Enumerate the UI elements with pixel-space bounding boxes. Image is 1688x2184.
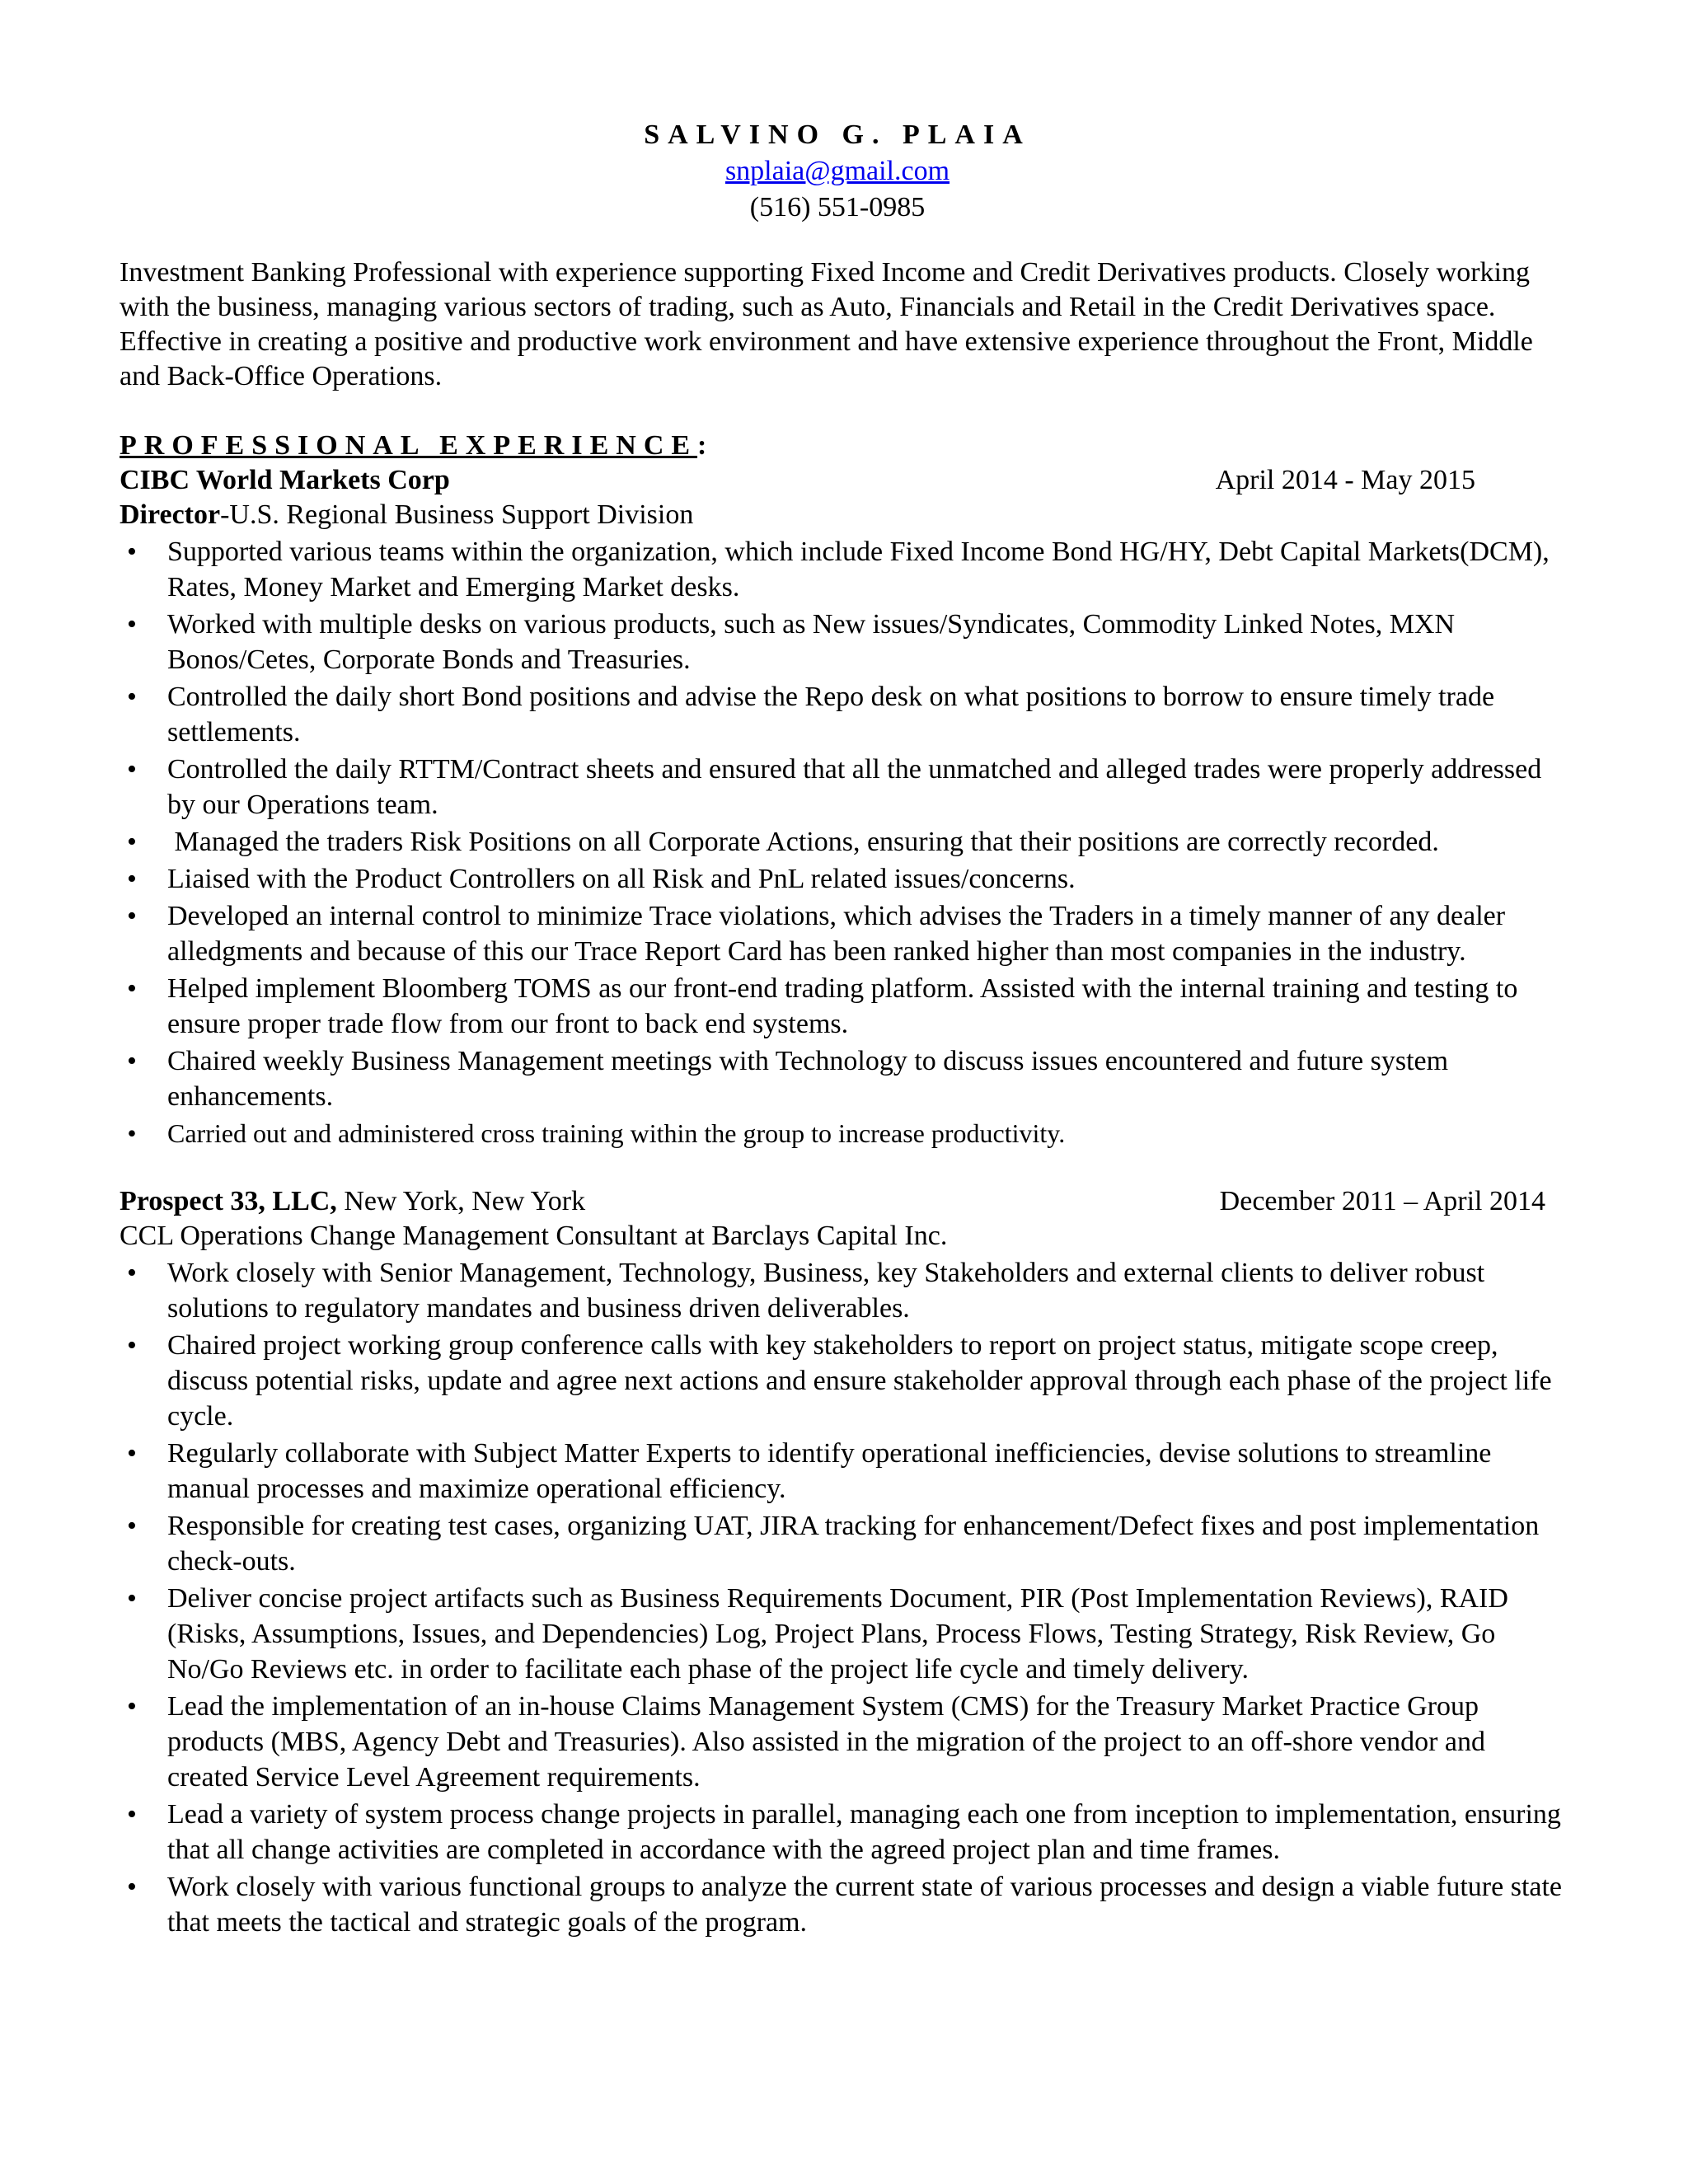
bullet-text: Chaired weekly Business Management meetings with Technology to discuss issues encountered and future system enhancements.	[167, 1046, 1449, 1112]
bullet-text: Supported various teams within the organization, which include Fixed Income Bond HG/HY, Debt Capital Markets(DCM), Rates, Money Market and Emerging Market desks.	[167, 537, 1550, 602]
list-item	[120, 679, 1570, 750]
bullet-icon: •	[127, 1046, 137, 1076]
bullet-icon: •	[127, 1118, 137, 1148]
resume-header	[120, 117, 1555, 226]
list-item	[120, 607, 1570, 677]
list-item	[120, 898, 1570, 969]
bullet-text: Worked with multiple desks on various products, such as New issues/Syndicates, Commodity Linked Notes, MXN Bonos/Cetes, Corporate Bonds and Treasuries.	[167, 609, 1456, 675]
list-item	[120, 534, 1570, 605]
candidate-name: SALVINO G. PLAIA	[644, 120, 1031, 150]
job-role-title: Director	[120, 499, 221, 530]
bullet-icon: •	[127, 901, 137, 931]
bullet-text: Work closely with various functional groups to analyze the current state of various processes and design a viable future state that meets the tactical and strategic goals of the program.	[167, 1872, 1563, 1938]
section-title-text: PROFESSIONAL EXPERIENCE	[120, 430, 698, 461]
bullet-icon: •	[127, 1511, 137, 1541]
section-title-colon: :	[697, 430, 715, 461]
list-item	[120, 1043, 1570, 1114]
bullet-text: Developed an internal control to minimize Trace violations, which advises the Traders in a timely manner of any dealer alledgments and because of this our Trace Report Card has been ranked higher than most companies in the industry.	[167, 901, 1506, 967]
job-company-line	[120, 463, 450, 498]
bullet-icon: •	[127, 827, 137, 857]
job-dates: April 2014 - May 2015	[1215, 465, 1475, 495]
job-role	[120, 1219, 1570, 1254]
list-item	[120, 1328, 1570, 1434]
list-item	[120, 1869, 1570, 1940]
professional-summary: Investment Banking Professional with experience supporting Fixed Income and Credit Derivatives products. Closely working with the business, managing various sectors of trading, such as Auto, Financials and Retail in the Credit Derivatives space. Effective in creating a positive and productive work environment and have extensive experience throughout the Front, Middle and Back-Office Operations.	[120, 257, 1533, 391]
job-company: Prospect 33, LLC,	[120, 1186, 337, 1216]
job-company-line	[120, 1184, 585, 1219]
list-item	[120, 824, 1570, 860]
job-role-division: CCL Operations Change Management Consultant at Barclays Capital Inc.	[120, 1221, 948, 1251]
bullet-text: Deliver concise project artifacts such as Business Requirements Document, PIR (Post Implementation Reviews), RAID (Risks, Assumptions, Issues, and Dependencies) Log, Project Plans, Process Flows, Testing Strategy, Risk Review, Go No/Go Reviews etc. in order to facilitate each phase of the project life cycle and timely delivery.	[167, 1583, 1508, 1685]
list-item	[120, 1116, 1570, 1151]
bullet-icon: •	[127, 1799, 137, 1830]
bullet-text: Controlled the daily RTTM/Contract sheets and ensured that all the unmatched and alleged trades were properly addressed by our Operations team.	[167, 754, 1542, 820]
bullet-text: Liaised with the Product Controllers on all Risk and PnL related issues/concerns.	[167, 864, 1076, 894]
job-header	[120, 1184, 1545, 1219]
bullet-icon: •	[127, 682, 137, 712]
bullet-icon: •	[127, 537, 137, 567]
bullet-icon: •	[127, 1438, 137, 1469]
resume-content	[120, 117, 1570, 1940]
bullet-icon: •	[127, 1691, 137, 1722]
section-title-experience	[120, 429, 1570, 463]
list-item	[120, 971, 1570, 1042]
job-role	[120, 498, 1570, 532]
bullet-text: Carried out and administered cross training within the group to increase productivity.	[167, 1118, 1066, 1148]
job-bullet-list	[120, 534, 1570, 1151]
bullet-icon: •	[127, 609, 137, 640]
email-link[interactable]: snplaia@gmail.com	[724, 156, 950, 186]
bullet-text: Regularly collaborate with Subject Matter Experts to identify operational inefficiencies, devise solutions to streamline manual processes and maximize operational efficiency.	[167, 1438, 1492, 1504]
job-bullet-list	[120, 1255, 1570, 1940]
job-company: CIBC World Markets Corp	[120, 465, 450, 495]
list-item	[120, 1255, 1570, 1326]
job-role-division: -U.S. Regional Business Support Division	[220, 499, 694, 530]
bullet-text: Lead a variety of system process change projects in parallel, managing each one from inception to implementation, ensuring that all change activities are completed in accordance with the agreed project plan and time frames.	[167, 1799, 1561, 1865]
list-item	[120, 752, 1570, 823]
bullet-icon: •	[127, 1872, 137, 1902]
bullet-text: Lead the implementation of an in-house Claims Management System (CMS) for the Treasury Market Practice Group products (MBS, Agency Debt and Treasuries). Also assisted in the migration of the project to an off-shore vendor and created Service Level Agreement requirements.	[167, 1691, 1485, 1793]
job-location: New York, New York	[336, 1186, 586, 1216]
bullet-icon: •	[127, 973, 137, 1004]
job-entry-prospect33	[120, 1184, 1570, 1940]
bullet-text: Managed the traders Risk Positions on all Corporate Actions, ensuring that their positions are correctly recorded.	[167, 827, 1439, 857]
bullet-text: Work closely with Senior Management, Technology, Business, key Stakeholders and external clients to deliver robust solutions to regulatory mandates and business driven deliverables.	[167, 1258, 1485, 1324]
job-header	[120, 463, 1475, 498]
bullet-icon: •	[127, 1330, 137, 1361]
bullet-text: Responsible for creating test cases, organizing UAT, JIRA tracking for enhancement/Defect fixes and post implementation check-outs.	[167, 1511, 1540, 1577]
job-entry-cibc	[120, 463, 1570, 1151]
job-dates: December 2011 – April 2014	[1219, 1186, 1545, 1216]
list-item	[120, 1689, 1570, 1795]
bullet-icon: •	[127, 864, 137, 894]
list-item	[120, 1581, 1570, 1687]
bullet-icon: •	[127, 1583, 137, 1614]
bullet-text: Chaired project working group conference calls with key stakeholders to report on project status, mitigate scope creep, discuss potential risks, update and agree next actions and ensure stakeholder approval through each phase of the project life cycle.	[167, 1330, 1552, 1432]
bullet-icon: •	[127, 754, 137, 785]
list-item	[120, 1797, 1570, 1868]
bullet-icon: •	[127, 1258, 137, 1288]
list-item	[120, 861, 1570, 897]
list-item	[120, 1508, 1570, 1579]
bullet-text: Helped implement Bloomberg TOMS as our front-end trading platform. Assisted with the internal training and testing to ensure proper trade flow from our front to back end systems.	[167, 973, 1518, 1039]
list-item	[120, 1436, 1570, 1507]
bullet-text: Controlled the daily short Bond positions and advise the Repo desk on what positions to borrow to ensure timely trade settlements.	[167, 682, 1495, 748]
phone-number: (516) 551-0985	[749, 192, 926, 223]
